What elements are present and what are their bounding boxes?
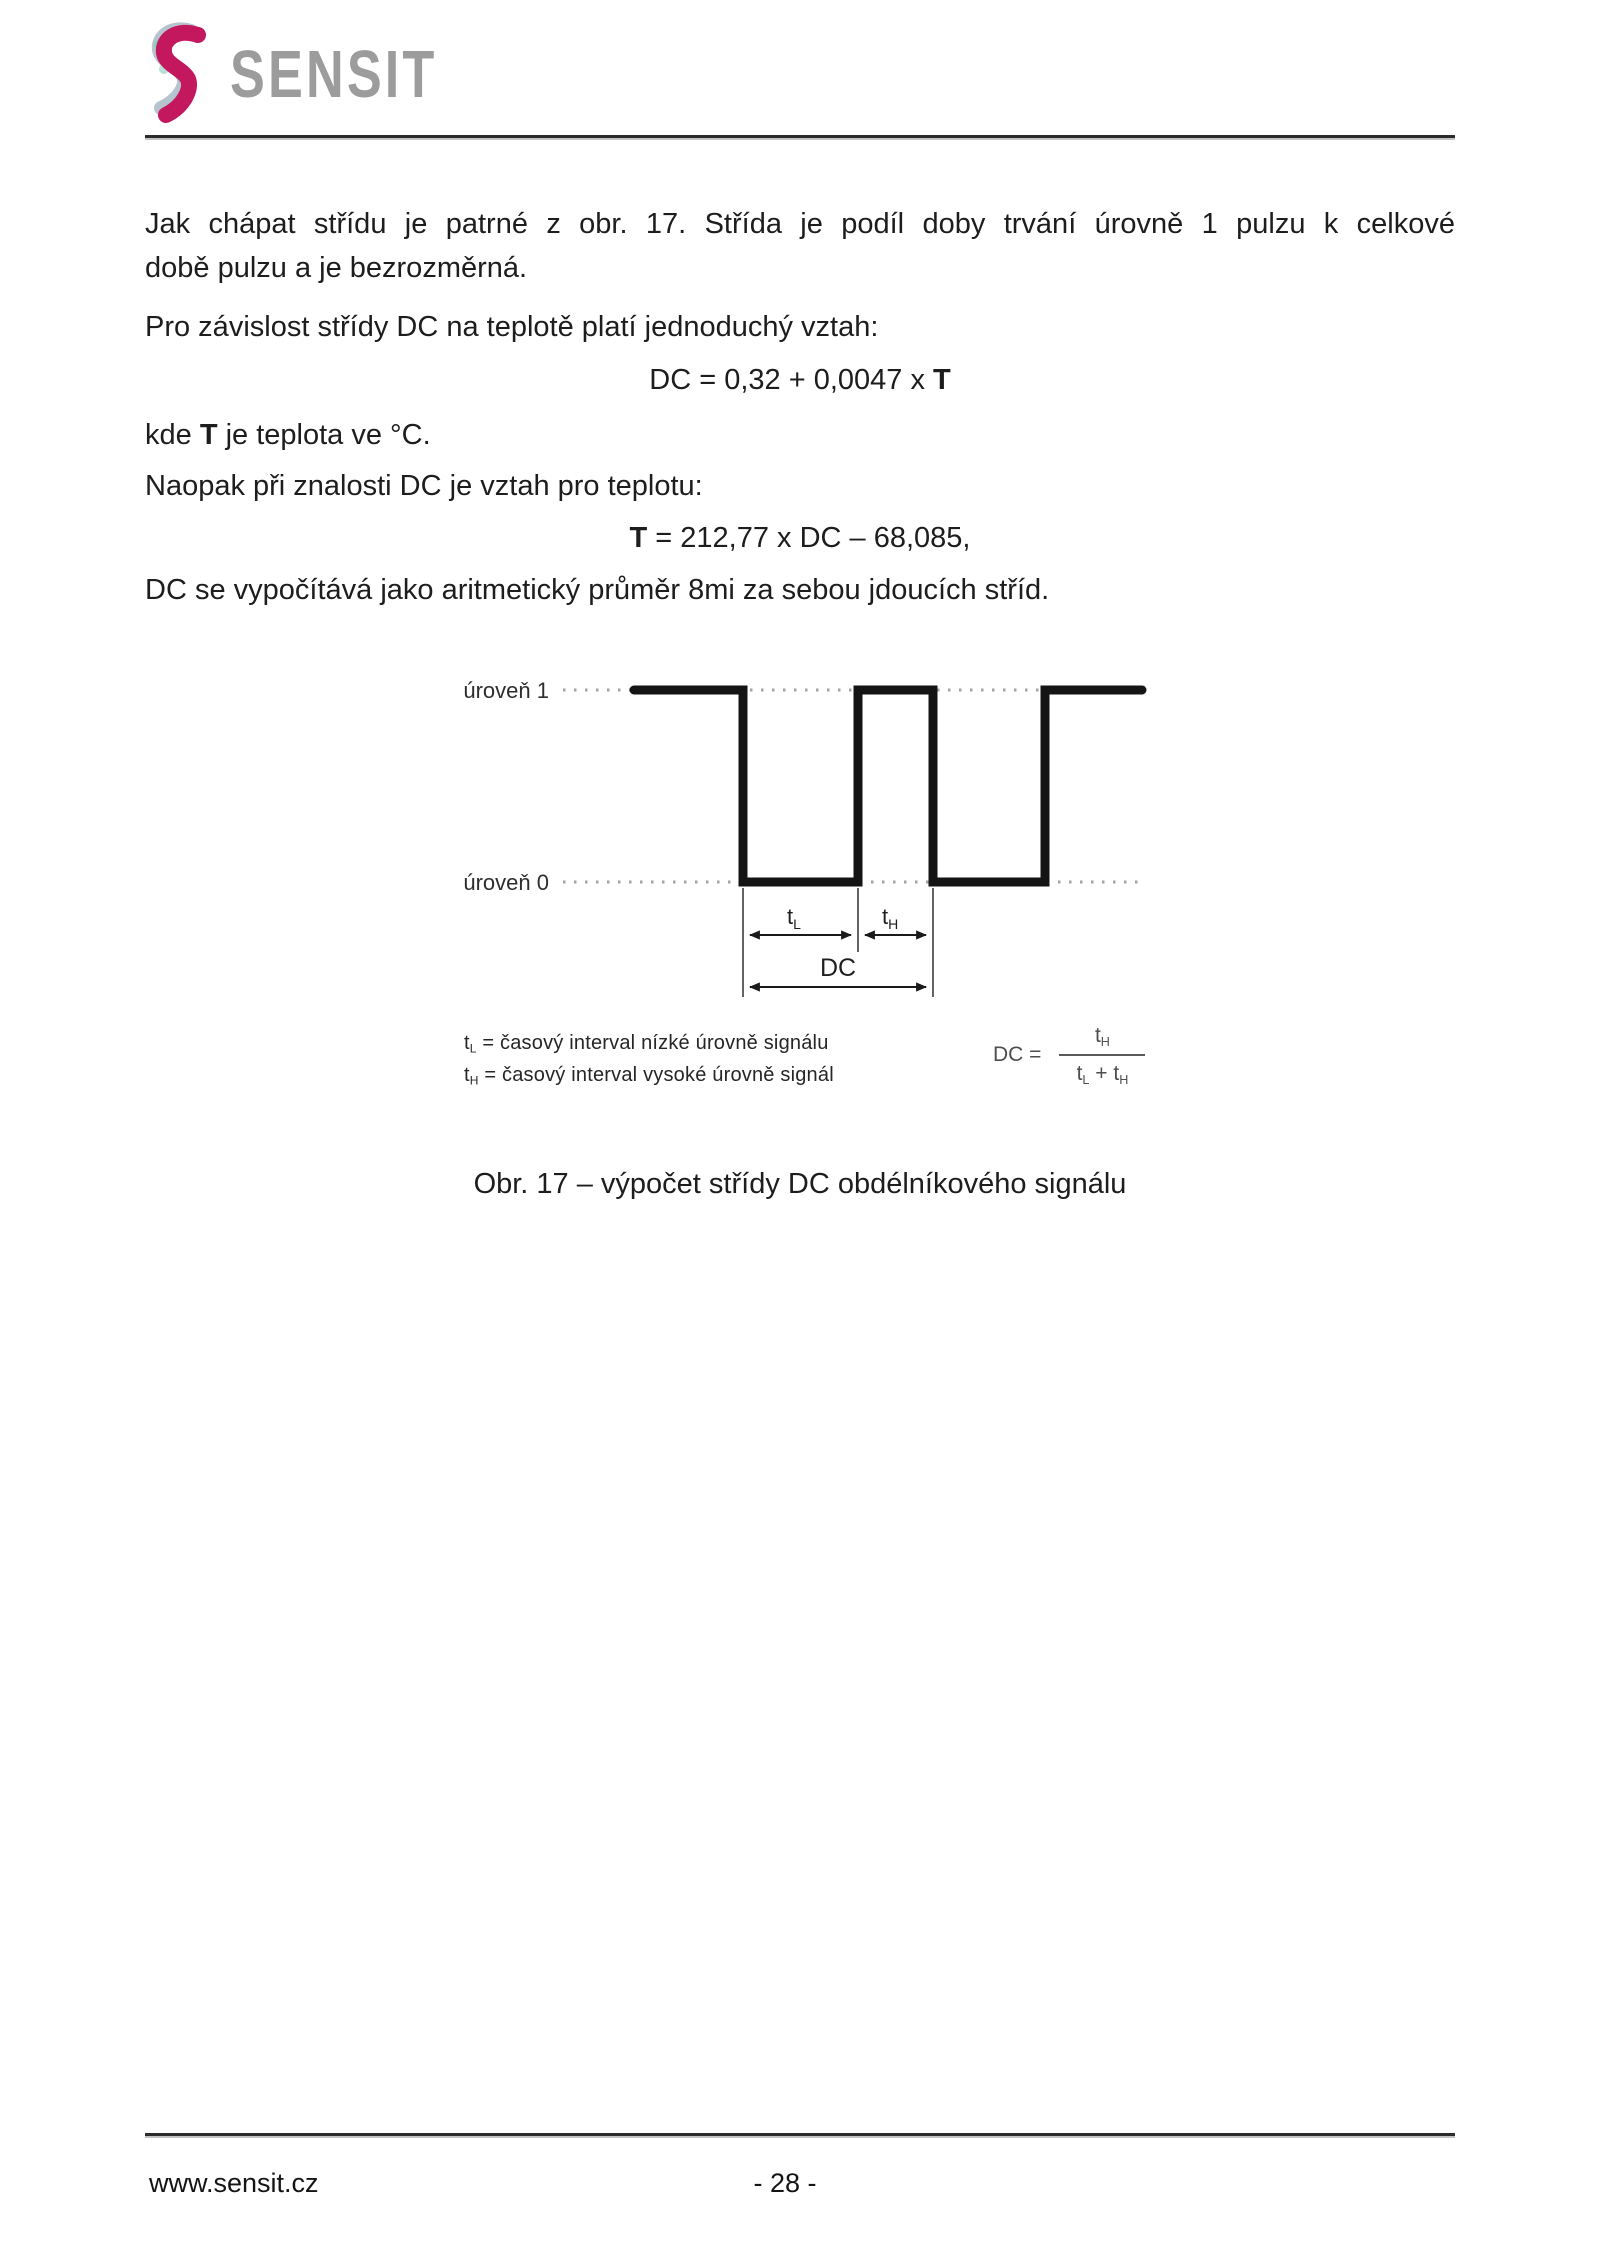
dc-formula-fraction [1059, 1024, 1145, 1087]
paragraph-1-line-1: Jak chápat střídu je patrné z obr. 17. Střída je podíl doby trvání úrovně 1 pulzu k celkové [145, 208, 1455, 240]
duty-cycle-formula [993, 1024, 1145, 1087]
formula-2-bold-t: T [629, 522, 648, 554]
formula-dc-of-t [145, 358, 1455, 402]
formula-1-text: DC = 0,32 + 0,0047 x [649, 364, 934, 396]
dc-period-label: DC [819, 954, 857, 982]
figure-caption: Obr. 17 – výpočet střídy DC obdélníkového signálu [473, 1168, 1127, 1200]
legend-line-tl: $t_L$ = časový interval nízké úrovně signálu [464, 1032, 829, 1056]
sensit-logo-icon [148, 22, 222, 126]
tl-interval-label: $t_L$ [787, 904, 801, 932]
footer-website: www.sensit.cz [149, 2168, 319, 2198]
legend-th-text: = časový interval vysoké úrovně signál [478, 1063, 834, 1086]
brand-wordmark: SENSIT [230, 37, 438, 112]
duty-cycle-figure [430, 655, 1160, 1005]
paragraph-3-post: je teplota ve °C. [217, 419, 431, 451]
legend-line-th: $t_H$ = časový interval vysoké úrovně signál [464, 1063, 834, 1088]
dc-formula-numerator: $t_H$ [1094, 1024, 1110, 1049]
legend-tl-symbol: t [464, 1032, 470, 1054]
formula-1-bold-t: T [933, 364, 951, 396]
header-divider [145, 135, 1455, 138]
formula-t-of-dc [145, 516, 1455, 560]
figure-legend [464, 1030, 834, 1093]
level-0-label: úroveň 0 [463, 870, 549, 895]
level-1-label: úroveň 1 [463, 678, 549, 703]
paragraph-5: DC se vypočítává jako aritmetický průměr 8mi za sebou jdoucích stříd. [145, 574, 1050, 606]
paragraph-3-pre: kde [145, 419, 200, 451]
formula-2-text: = 212,77 x DC – 68,085, [647, 522, 971, 554]
paragraph-3-bold-t: T [199, 419, 218, 451]
legend-tl-text: = časový interval nízké úrovně signálu [476, 1032, 829, 1054]
paragraph-3 [145, 413, 1455, 457]
square-wave-trace [634, 690, 1142, 882]
paragraph-1-line-2: době pulzu a je bezrozměrná. [145, 252, 528, 284]
dc-formula-lhs: DC = [993, 1043, 1042, 1067]
footer-page-number: - 28 - [753, 2168, 817, 2198]
footer-divider [145, 2133, 1455, 2136]
paragraph-4: Naopak při znalosti DC je vztah pro teplotu: [145, 470, 703, 502]
th-interval-label: $t_H$ [882, 904, 899, 932]
paragraph-2: Pro závislost střídy DC na teplotě platí jednoduchý vztah: [145, 311, 879, 343]
dc-formula-denominator: $t_L + t_H$ [1059, 1054, 1145, 1087]
legend-th-symbol: t [464, 1063, 470, 1086]
